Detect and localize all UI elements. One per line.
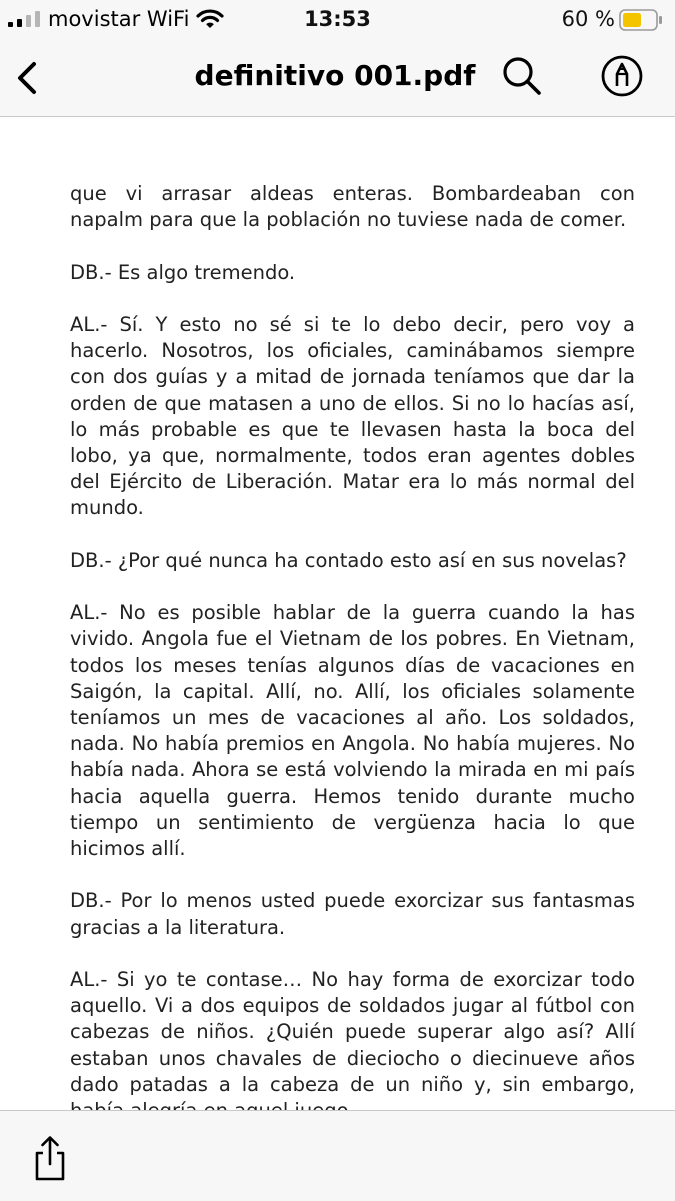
carrier-name: movistar WiFi [48,7,190,31]
search-icon [505,59,539,93]
paragraph: que vi arrasar aldeas enteras. Bombardeaban con napalm para que la población no tuviese nada de comer. [70,182,635,232]
pdf-page[interactable] [0,117,675,1109]
paragraph: AL.- No es posible hablar de la guerra cuando la has vivido. Angola fue el Vietnam de los pobres. En Vietnam, todos los meses tenías algunos días de vacaciones en Saigón, la capital. Allí, no. Allí, los oficiales solamente teníamos un mes de vacaciones al año. Los soldados, nada. No había premios en Angola. No había mujeres. No había nada. Ahora se está volviendo la mirada en mi país hacia aquella guerra. Hemos tenido durante mucho tiempo un sentimiento de vergüenza hacia lo que hicimos allí. [70,601,635,861]
markup-pen-icon [603,57,641,95]
clock: 13:53 [304,7,371,31]
paragraph: DB.- Es algo tremendo. [70,260,296,284]
search-button[interactable] [498,52,546,100]
status-bar [0,0,675,40]
back-button[interactable] [8,56,48,100]
markup-button[interactable] [598,52,646,100]
battery-icon [619,9,663,31]
paragraph: DB.- ¿Por qué nunca ha contado esto así en sus novelas? [70,548,627,572]
chevron-left-icon [20,64,34,92]
navigation-bar [0,40,675,117]
document-title: definitivo 001.pdf [194,59,476,92]
share-button[interactable] [30,1133,70,1183]
battery-percentage: 60 % [561,7,615,31]
document-text [70,181,635,1150]
paragraph: AL.- Si yo te contase… No hay forma de exorcizar todo aquello. Vi a dos equipos de soldados jugar al fútbol con cabezas de niños. ¿Quién puede superar algo así? Allí estaban unos chavales de dieciocho o diecinueve años dado patadas a la cabeza de un niño y, sin embargo, [70,968,635,1096]
paragraph: AL.- Sí. Y esto no sé si te lo debo decir, pero voy a hacerlo. Nosotros, los oficiales, caminábamos siempre con dos guías y a mitad de jornada teníamos que dar la orden de que matasen a uno de ellos. Si no lo hacías así, lo más probable es que te llevasen hasta la boca del lobo, ya que, normalmente, todos eran agentes dobles del Ejército de Liberación. Matar era lo más normal del mundo. [70,312,635,520]
share-icon [37,1138,63,1180]
bottom-toolbar [0,1110,675,1201]
battery-level [623,13,641,27]
paragraph: DB.- Por lo menos usted puede exorcizar sus fantasmas gracias a la literatura. [70,889,635,939]
